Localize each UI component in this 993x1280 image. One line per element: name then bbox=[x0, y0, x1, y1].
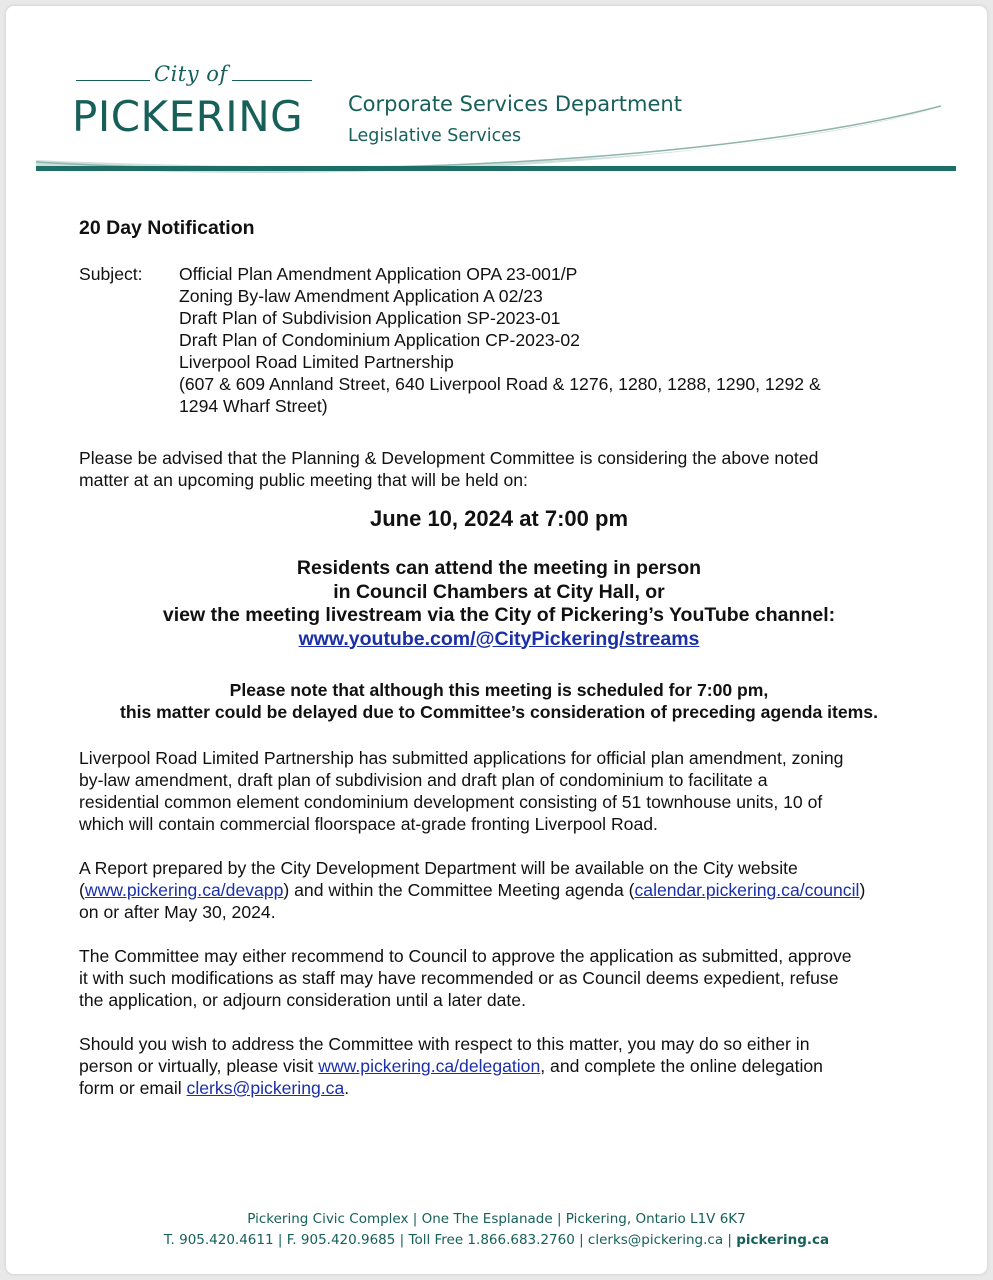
note-line: this matter could be delayed due to Committee’s consideration of preceding agenda items. bbox=[120, 702, 878, 722]
report-mid-text: ) and within the Committee Meeting agenda ( bbox=[283, 880, 635, 900]
application-description bbox=[79, 747, 949, 835]
committee-line: it with such modifications as staff may have recommended or as Council deems expedient, refuse bbox=[79, 968, 839, 988]
delegation-text: person or virtually, please visit bbox=[79, 1056, 319, 1076]
paren: ( bbox=[79, 880, 85, 900]
desc-line: which will contain commercial floorspace at-grade fronting Liverpool Road. bbox=[79, 814, 658, 834]
report-line bbox=[79, 879, 959, 901]
document-page bbox=[6, 6, 987, 1274]
intro-line: matter at an upcoming public meeting that will be held on: bbox=[79, 470, 528, 490]
paren: ) bbox=[859, 880, 866, 900]
subject-line: Liverpool Road Limited Partnership bbox=[179, 352, 454, 372]
notice-title: 20 Day Notification bbox=[79, 217, 255, 239]
subject-label: Subject: bbox=[79, 264, 143, 284]
division-title: Legislative Services bbox=[348, 126, 522, 146]
intro-paragraph bbox=[79, 447, 949, 491]
logo-pickering: PICKERING bbox=[72, 92, 304, 141]
note-line: Please note that although this meeting is scheduled for 7:00 pm, bbox=[229, 680, 769, 700]
desc-line: residential common element condominium development consisting of 51 townhouse units, 10 of bbox=[79, 792, 823, 812]
committee-line: the application, or adjourn consideration until a later date. bbox=[79, 990, 526, 1010]
report-line: on or after May 30, 2024. bbox=[79, 902, 276, 922]
committee-paragraph bbox=[79, 945, 959, 1011]
report-line: A Report prepared by the City Development Department will be available on the City website bbox=[79, 858, 798, 878]
youtube-stream-link[interactable]: www.youtube.com/@CityPickering/streams bbox=[298, 627, 700, 650]
delay-note bbox=[46, 679, 952, 723]
header-swoosh bbox=[6, 96, 987, 186]
footer-address: Pickering Civic Complex | One The Esplanade | Pickering, Ontario L1V 6K7 bbox=[247, 1211, 746, 1227]
council-calendar-link[interactable]: calendar.pickering.ca/council bbox=[634, 880, 860, 900]
committee-line: The Committee may either recommend to Council to approve the application as submitted, approve bbox=[79, 946, 852, 966]
devapp-link[interactable]: www.pickering.ca/devapp bbox=[84, 880, 284, 900]
delegation-line: Should you wish to address the Committee with respect to this matter, you may do so either in bbox=[79, 1034, 810, 1054]
attendance-info bbox=[46, 557, 952, 651]
desc-line: by-law amendment, draft plan of subdivision and draft plan of condominium to facilitate a bbox=[79, 770, 768, 790]
subject-line: Zoning By-law Amendment Application A 02/23 bbox=[179, 286, 543, 306]
logo-city-of: City of bbox=[154, 62, 228, 86]
delegation-text: , and complete the online delegation bbox=[540, 1056, 823, 1076]
attend-line: in Council Chambers at City Hall, or bbox=[333, 580, 665, 603]
meeting-datetime: June 10, 2024 at 7:00 pm bbox=[369, 506, 629, 531]
subject-list bbox=[179, 263, 899, 417]
footer-contact bbox=[6, 1232, 987, 1248]
delegation-text: form or email bbox=[79, 1078, 187, 1098]
delegation-line bbox=[79, 1055, 959, 1077]
delegation-link[interactable]: www.pickering.ca/delegation bbox=[318, 1056, 541, 1076]
report-paragraph bbox=[79, 857, 959, 923]
footer-contact-text: T. 905.420.4611 | F. 905.420.9685 | Toll Free 1.866.683.2760 | clerks@pickering.ca | bbox=[163, 1232, 737, 1248]
clerks-email-link[interactable]: clerks@pickering.ca bbox=[186, 1078, 345, 1098]
subject-line: Official Plan Amendment Application OPA 23-001/P bbox=[179, 264, 578, 284]
logo-rule-left bbox=[76, 80, 150, 81]
footer-website: pickering.ca bbox=[736, 1232, 830, 1248]
desc-line: Liverpool Road Limited Partnership has submitted applications for official plan amendment, zoning bbox=[79, 748, 844, 768]
attend-line: view the meeting livestream via the City of Pickering’s YouTube channel: bbox=[162, 604, 836, 626]
subject-line: (607 & 609 Annland Street, 640 Liverpool Road & 1276, 1280, 1288, 1290, 1292 & bbox=[179, 374, 821, 394]
subject-line: 1294 Wharf Street) bbox=[179, 396, 328, 416]
delegation-line bbox=[79, 1077, 959, 1099]
subject-line: Draft Plan of Subdivision Application SP-2023-01 bbox=[179, 308, 561, 328]
attend-line: Residents can attend the meeting in person bbox=[296, 557, 702, 579]
delegation-text: . bbox=[344, 1078, 350, 1098]
logo-rule-right bbox=[232, 80, 312, 81]
department-title: Corporate Services Department bbox=[348, 92, 682, 116]
header-divider bbox=[36, 166, 956, 171]
subject-line: Draft Plan of Condominium Application CP-2023-02 bbox=[179, 330, 580, 350]
delegation-paragraph bbox=[79, 1033, 959, 1099]
intro-line: Please be advised that the Planning & Development Committee is considering the above noted bbox=[79, 448, 819, 468]
